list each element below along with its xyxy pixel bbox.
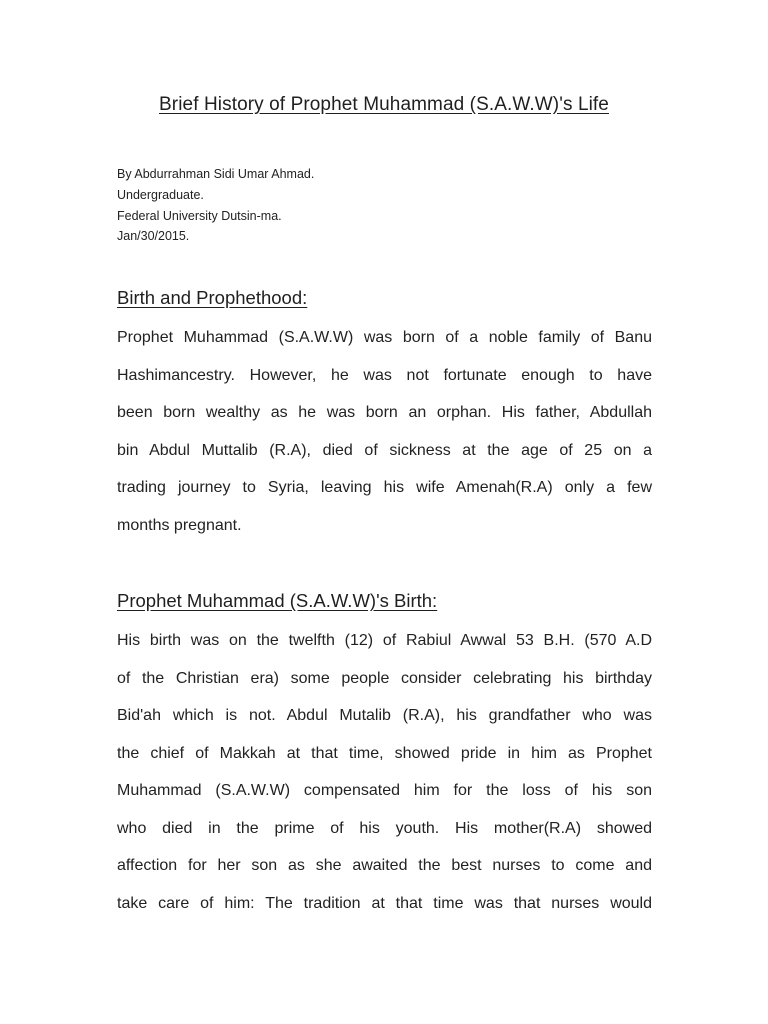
- byline-author: By Abdurrahman Sidi Umar Ahmad.: [117, 167, 315, 181]
- paragraph-birth-and-prophethood: [117, 319, 652, 544]
- author-byline: [117, 164, 314, 247]
- text-line: months pregnant.: [117, 516, 242, 534]
- text-line: who died in the prime of his youth. His mother(R.A) showed: [117, 819, 652, 837]
- section-heading-prophet-birth: Prophet Muhammad (S.A.W.W)'s Birth:: [117, 590, 438, 611]
- text-line: trading journey to Syria, leaving his wife Amenah(R.A) only a few: [117, 479, 652, 496]
- text-line: Muhammad (S.A.W.W) compensated him for the loss of his son: [117, 782, 652, 799]
- text-line: been born wealthy as he was born an orphan. His father, Abdullah: [117, 404, 652, 421]
- text-line: bin Abdul Muttalib (R.A), died of sickness at the age of 25 on a: [117, 441, 652, 459]
- section-heading-birth-and-prophethood: Birth and Prophethood:: [117, 287, 308, 308]
- text-line: of the Christian era) some people consider celebrating his birthday: [117, 669, 652, 687]
- text-line: Hashimancestry. However, he was not fortunate enough to have: [117, 366, 652, 384]
- byline-status: Undergraduate.: [117, 187, 204, 202]
- document-title: Brief History of Prophet Muhammad (S.A.W.W)'s Life: [159, 94, 609, 115]
- paragraph-prophet-birth: [117, 622, 652, 922]
- text-line: Prophet Muhammad (S.A.W.W) was born of a noble family of Banu: [117, 329, 652, 346]
- text-line: affection for her son as she awaited the best nurses to come and: [117, 857, 652, 874]
- text-line: take care of him: The tradition at that time was that nurses would: [117, 894, 652, 912]
- text-line: Bid'ah which is not. Abdul Mutalib (R.A), his grandfather who was: [117, 707, 652, 724]
- byline-date: Jan/30/2015.: [117, 229, 190, 244]
- byline-institution: Federal University Dutsin-ma.: [117, 208, 282, 223]
- text-line: His birth was on the twelfth (12) of Rabiul Awwal 53 B.H. (570 A.D: [117, 632, 652, 649]
- text-line: the chief of Makkah at that time, showed pride in him as Prophet: [117, 744, 652, 762]
